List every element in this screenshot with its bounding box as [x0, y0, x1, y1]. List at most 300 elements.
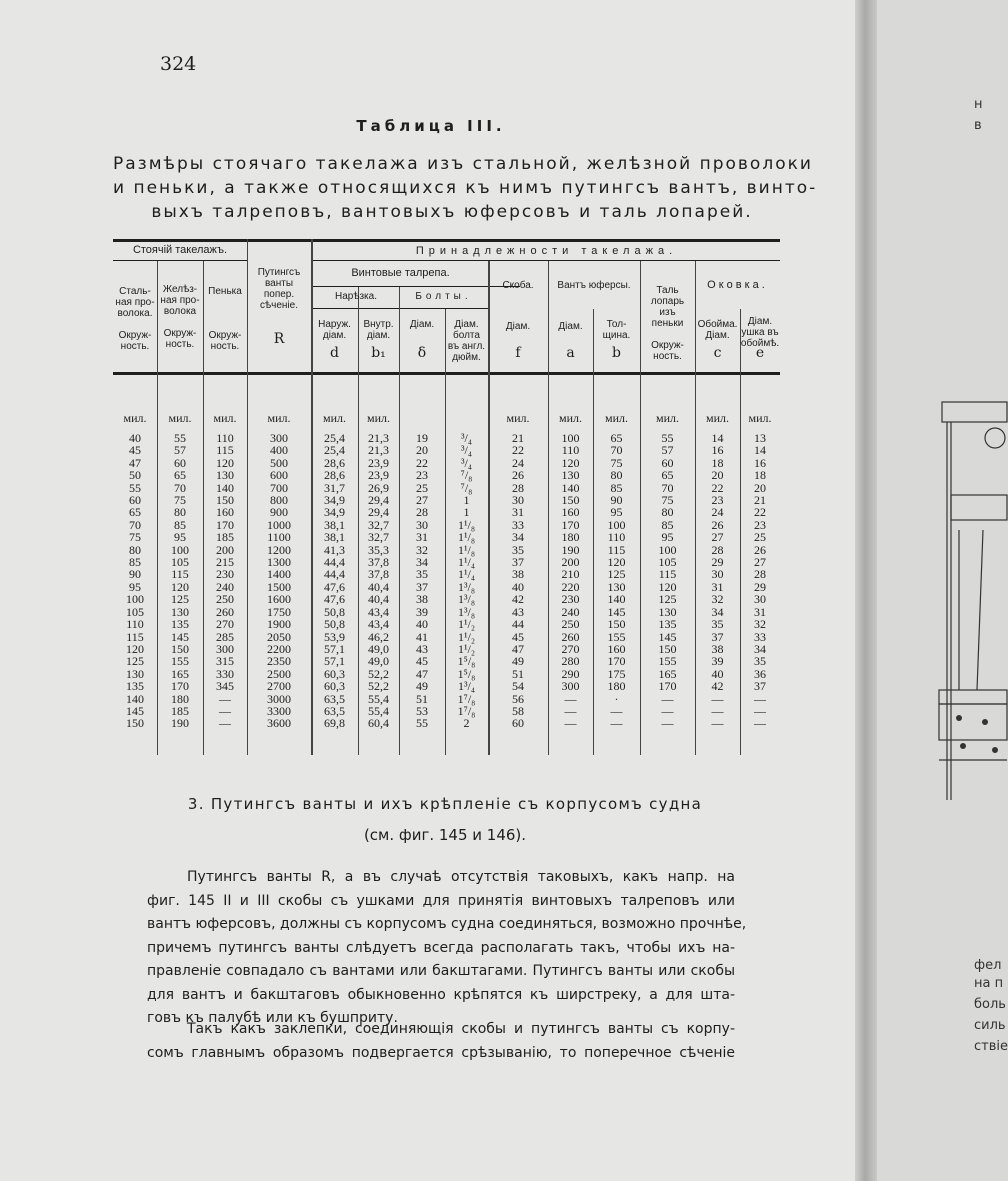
table-cell: —: [219, 691, 231, 706]
unit-label: мил.: [123, 411, 147, 425]
paragraph-line: говъ къ палубѣ или къ бушприту.: [147, 1010, 398, 1026]
table-cell: 53: [416, 703, 428, 718]
table-cell: 14: [754, 443, 766, 458]
table-cell: 32: [416, 542, 428, 557]
table-cell: 155: [607, 629, 626, 644]
table-cell: 115: [658, 567, 677, 582]
table-cell: 26: [711, 517, 724, 532]
table-cell: 1¹/₈: [457, 517, 476, 532]
table-cell: 29: [754, 579, 766, 594]
table-cell: 36: [754, 666, 766, 681]
table-cell: 31: [711, 579, 724, 594]
table-cell: 1⁷/₈: [457, 691, 476, 706]
table-cell: 22: [512, 443, 524, 458]
table-cell: 120: [126, 641, 144, 656]
table-cell: 21,3: [368, 443, 389, 458]
paragraph-line: сомъ главнымъ образомъ подвергается срѣзыванію, то поперечное сѣченіе: [147, 1044, 735, 1061]
table-cell: 140: [561, 480, 580, 495]
header-chain-plate: Путингсъ ванты попер. сѣченіе.: [257, 267, 301, 311]
table-cell: 25: [754, 530, 766, 545]
table-cell: 44,4: [324, 567, 345, 582]
table-cell: 600: [270, 468, 288, 483]
table-cell: 190: [561, 542, 580, 557]
table-cell: 140: [126, 691, 144, 706]
table-cell: 49: [416, 679, 428, 694]
table-cell: 60: [512, 716, 524, 731]
table-cell: 1⁷/₈: [457, 703, 476, 718]
table-cell: 37: [416, 579, 428, 594]
table-cell: 26,9: [368, 480, 389, 495]
section-figure-reference: (см. фиг. 145 и 146).: [363, 826, 527, 844]
table-cell: 40: [711, 666, 724, 681]
table-cell: 1¹/₂: [457, 641, 476, 656]
table-column: [113, 412, 157, 730]
table-cell: 31: [512, 505, 524, 520]
table-cell: 135: [171, 617, 189, 632]
table-cell: 60: [129, 493, 141, 508]
table-cell: 220: [561, 579, 580, 594]
table-cell: 50,8: [324, 604, 345, 619]
table-cell: 3300: [267, 703, 291, 718]
table-cell: 41,3: [324, 542, 345, 557]
table-cell: 33: [754, 629, 766, 644]
unit-label: мил.: [168, 411, 192, 425]
table-cell: 25,4: [324, 431, 345, 445]
table-cell: 155: [658, 654, 677, 669]
table-cell: 28: [512, 480, 524, 495]
table-cell: 28,6: [324, 455, 345, 470]
table-cell: 60,4: [368, 716, 389, 731]
table-cell: 1500: [267, 579, 291, 594]
table-cell: 100: [658, 542, 677, 557]
table-cell: 33: [512, 517, 524, 532]
table-cell: 28: [416, 505, 428, 520]
group-fittings: Оковка.: [707, 279, 768, 291]
header-clip-diam: Обойма. Діам.: [697, 319, 738, 341]
symbol-c: c: [713, 345, 722, 361]
table-cell: 14: [711, 431, 724, 445]
table-cell: 130: [171, 604, 189, 619]
right-page-fragment: силь: [974, 1018, 1006, 1033]
table-cell: 50: [129, 468, 141, 483]
table-cell: 170: [561, 517, 580, 532]
table-cell: 95: [174, 530, 186, 545]
unit-label: [399, 412, 445, 432]
table-cell: 1³/₈: [457, 604, 476, 619]
symbol-R: R: [273, 331, 285, 347]
table-cell: 120: [171, 579, 189, 594]
table-cell: 280: [561, 654, 580, 669]
table-cell: 30: [711, 567, 724, 582]
table-cell: 100: [607, 517, 626, 532]
table-cell: 42: [512, 592, 524, 607]
subtitle-line: Размѣры стоячаго такелажа изъ стальной, желѣзной проволоки: [113, 154, 813, 174]
table-cell: ·: [614, 691, 619, 706]
header-shackle-diam: Діам.: [505, 321, 531, 332]
table-cell: 34,9: [324, 505, 345, 520]
table-cell: 230: [216, 567, 234, 582]
table-cell: 57,1: [324, 641, 345, 656]
group-bolts: Болты.: [415, 291, 472, 302]
table-cell: 58: [512, 703, 524, 718]
table-header-bottom-rule: [113, 372, 780, 375]
table-column: [695, 412, 740, 730]
right-page-fragment: н: [974, 97, 983, 112]
table-column: [548, 412, 593, 730]
symbol-f: f: [515, 345, 521, 361]
table-cell: 260: [561, 629, 580, 644]
table-cell: 20: [711, 468, 724, 483]
table-cell: —: [610, 716, 623, 731]
unit-label: мил.: [213, 411, 237, 425]
table-cell: 130: [607, 579, 626, 594]
table-cell: 27: [416, 493, 428, 508]
table-cell: 35,3: [368, 542, 389, 557]
table-cell: 1⁵/₈: [457, 654, 476, 669]
paragraph-line: причемъ путингсъ ванты слѣдуетъ всегда располагать такъ, чтобы ихъ на-: [147, 939, 735, 956]
table-cell: 170: [658, 679, 677, 694]
table-cell: 27: [754, 555, 766, 570]
table-cell: 1100: [267, 530, 291, 545]
table-cell: 55: [416, 716, 428, 731]
table-column: [593, 412, 640, 730]
table-cell: 75: [661, 493, 674, 508]
unit-label: мил.: [604, 411, 628, 425]
table-cell: —: [661, 716, 674, 731]
table-cell: 24: [512, 455, 524, 470]
table-column: [445, 412, 488, 730]
table-cell: 115: [171, 567, 189, 582]
right-page-fragment: на п: [974, 976, 1004, 991]
table-cell: 180: [607, 679, 626, 694]
table-cell: 22: [754, 505, 766, 520]
table-cell: 35: [711, 617, 724, 632]
table-cell: 135: [126, 679, 144, 694]
table-cell: 51: [512, 666, 524, 681]
table-cell: 1¹/₈: [457, 530, 476, 545]
table-cell: 65: [661, 468, 674, 483]
table-cell: 115: [607, 542, 626, 557]
table-cell: 3600: [267, 716, 291, 731]
table-cell: 125: [126, 654, 144, 669]
table-cell: 150: [126, 716, 144, 731]
table-cell: 19: [416, 431, 428, 445]
table-cell: 25,4: [324, 443, 345, 458]
table-cell: 2: [463, 716, 470, 731]
table-cell: 250: [561, 617, 580, 632]
table-cell: 85: [129, 555, 141, 570]
table-cell: 1: [463, 505, 470, 520]
table-cell: 69,8: [324, 716, 345, 731]
table-cell: 95: [129, 579, 141, 594]
paragraph-line: Такъ какъ заклепки, соединяющія скобы и путингсъ ванты съ корпу-: [187, 1021, 735, 1037]
table-cell: 13: [754, 431, 766, 445]
table-cell: 230: [561, 592, 580, 607]
table-cell: 40,4: [368, 592, 389, 607]
table-cell: 30: [754, 592, 766, 607]
table-cell: 18: [711, 455, 724, 470]
table-cell: 1³/₄: [457, 679, 476, 694]
table-cell: 47,6: [324, 579, 345, 594]
table-cell: 57,1: [324, 654, 345, 669]
table-cell: 37,8: [368, 555, 389, 570]
header-shackle: Скоба.: [502, 280, 534, 291]
table-cell: 120: [658, 579, 677, 594]
table-cell: 23,9: [368, 455, 389, 470]
table-cell: 65: [129, 505, 141, 520]
table-cell: 20: [416, 443, 428, 458]
table-cell: 50,8: [324, 617, 345, 632]
table-cell: 170: [216, 517, 234, 532]
table-cell: 180: [561, 530, 580, 545]
table-cell: —: [661, 703, 674, 718]
table-cell: 95: [661, 530, 674, 545]
table-cell: 22: [711, 480, 724, 495]
table-cell: 240: [561, 604, 580, 619]
table-cell: 400: [270, 443, 288, 458]
table-rule: [313, 308, 490, 309]
table-cell: 175: [607, 666, 626, 681]
table-rule: [313, 260, 780, 261]
table-column: [311, 412, 358, 730]
table-cell: 270: [216, 617, 234, 632]
table-column: [640, 412, 695, 730]
table-cell: 130: [126, 666, 144, 681]
table-cell: 31: [416, 530, 428, 545]
table-column: [740, 412, 780, 730]
table-cell: 60,3: [324, 666, 345, 681]
table-cell: 39: [711, 654, 724, 669]
rigging-table: [113, 239, 780, 755]
table-cell: 130: [561, 468, 580, 483]
unit-label: мил.: [366, 411, 390, 425]
table-cell: 330: [216, 666, 234, 681]
table-cell: 260: [216, 604, 234, 619]
table-cell: 16: [754, 455, 766, 470]
table-column: [399, 412, 445, 730]
table-cell: 31: [754, 604, 766, 619]
table-cell: 185: [171, 703, 189, 718]
table-cell: 65: [610, 431, 623, 445]
table-cell: 23,9: [368, 468, 389, 483]
table-cell: 57: [174, 443, 186, 458]
table-cell: 80: [610, 468, 623, 483]
table-cell: 1900: [267, 617, 291, 632]
table-cell: 100: [126, 592, 144, 607]
table-cell: 1³/₈: [457, 592, 476, 607]
table-cell: 55,4: [368, 691, 389, 706]
table-cell: 49,0: [368, 641, 389, 656]
right-page-fragment: боль: [974, 997, 1006, 1012]
table-cell: 300: [561, 679, 580, 694]
table-rule: [113, 260, 247, 261]
table-cell: 55: [129, 480, 141, 495]
table-cell: 125: [658, 592, 677, 607]
table-cell: 75: [129, 530, 141, 545]
table-cell: 1¹/₄: [457, 555, 476, 570]
table-column: [203, 412, 247, 730]
table-cell: 3000: [267, 691, 291, 706]
table-top-rule: [113, 239, 780, 242]
table-cell: 290: [561, 666, 580, 681]
table-cell: 2350: [267, 654, 291, 669]
table-cell: 145: [658, 629, 677, 644]
table-cell: 40: [129, 431, 141, 445]
paragraph-2: [147, 1018, 735, 1065]
unit-label: мил.: [322, 411, 346, 425]
table-cell: 35: [416, 567, 428, 582]
header-tackle-fall: Таль лопарь изъ пеньки Окруж- ность.: [650, 285, 685, 362]
table-cell: 23: [416, 468, 428, 483]
subtitle-line: и пеньки, а также относящихся къ нимъ путингсъ вантъ, винто-: [113, 178, 818, 198]
table-cell: 900: [270, 505, 288, 520]
paragraph-line: для вантъ и бакштаговъ обыкновенно крѣпятся къ ширстреку, а для шта-: [147, 986, 735, 1003]
table-cell: —: [564, 716, 577, 731]
header-iron-wire: Желѣз- ная про- волока Окруж- ность.: [160, 284, 200, 350]
table-cell: 100: [561, 431, 580, 445]
table-cell: 42: [711, 679, 724, 694]
unit-label: мил.: [655, 411, 679, 425]
right-page-fragment: фел: [974, 958, 1002, 973]
table-cell: 130: [216, 468, 234, 483]
table-cell: 80: [174, 505, 186, 520]
table-cell: ³/₄: [460, 455, 473, 470]
table-cell: 170: [171, 679, 189, 694]
table-cell: 1750: [267, 604, 291, 619]
table-cell: 63,5: [324, 703, 345, 718]
table-cell: 145: [607, 604, 626, 619]
table-cell: 52,2: [368, 666, 389, 681]
table-cell: 500: [270, 455, 288, 470]
table-cell: 41: [416, 629, 428, 644]
table-cell: 135: [658, 617, 677, 632]
table-cell: 56: [512, 691, 524, 706]
table-cell: 34: [512, 530, 524, 545]
group-thread: Нарѣзка.: [335, 291, 377, 302]
table-cell: 285: [216, 629, 234, 644]
table-cell: 30: [416, 517, 428, 532]
table-cell: —: [711, 703, 724, 718]
table-cell: 52,2: [368, 679, 389, 694]
table-cell: 110: [126, 617, 144, 632]
table-cell: 2200: [267, 641, 291, 656]
table-column: [358, 412, 399, 730]
table-cell: 1¹/₈: [457, 542, 476, 557]
table-cell: —: [711, 716, 724, 731]
table-cell: 32,7: [368, 517, 389, 532]
table-cell: 115: [126, 629, 144, 644]
table-title: Таблица III.: [356, 117, 506, 135]
table-cell: 28: [754, 567, 766, 582]
table-cell: 18: [754, 468, 766, 483]
table-cell: 315: [216, 654, 234, 669]
table-cell: 105: [171, 555, 189, 570]
table-cell: 185: [216, 530, 234, 545]
group-standing: Стоячій такелажъ.: [132, 244, 228, 256]
table-cell: 140: [216, 480, 234, 495]
table-cell: 1³/₈: [457, 579, 476, 594]
table-cell: 25: [416, 480, 428, 495]
table-cell: 23: [711, 493, 724, 508]
table-cell: 38: [512, 567, 524, 582]
table-cell: —: [754, 691, 766, 706]
table-cell: 165: [171, 666, 189, 681]
paragraph-line: правленіе совпадало съ вантами или бакштагами. Путингсъ ванты или скобы: [147, 963, 735, 979]
table-cell: 80: [129, 542, 141, 557]
table-cell: 105: [658, 555, 677, 570]
paragraph-line: вантъ юферсовъ, должны съ корпусомъ судна соединяться, возможно прочнѣе,: [147, 916, 747, 932]
table-cell: 100: [171, 542, 189, 557]
table-cell: 60,3: [324, 679, 345, 694]
header-steel-wire: Сталь- ная про- волока. Окруж- ность.: [115, 286, 155, 352]
right-page-fragment: ствіе: [974, 1039, 1008, 1054]
table-cell: 23: [754, 517, 766, 532]
table-cell: 125: [171, 592, 189, 607]
table-cell: 32,7: [368, 530, 389, 545]
table-cell: 215: [216, 555, 234, 570]
table-cell: ³/₄: [460, 443, 473, 458]
table-cell: 105: [126, 604, 144, 619]
header-bolt-inch: Діам. болта въ англ. дюйм.: [447, 319, 486, 363]
table-cell: 110: [607, 530, 626, 545]
table-cell: 150: [561, 493, 580, 508]
unit-label: [445, 412, 488, 432]
section-heading: 3. Путингсъ ванты и ихъ крѣпленіе съ корпусомъ судна: [187, 795, 703, 813]
header-deadeye-thickness: Тол- щина.: [602, 319, 631, 341]
paragraph-line: Путингсъ ванты R, а въ случаѣ отсутствія таковыхъ, какъ напр. на: [187, 869, 735, 885]
table-cell: 60: [174, 455, 186, 470]
header-hemp: Пенька Окруж- ность.: [208, 286, 242, 352]
table-cell: 150: [171, 641, 189, 656]
table-cell: 1¹/₂: [457, 617, 476, 632]
table-cell: 38: [711, 641, 724, 656]
table-cell: 20: [754, 480, 766, 495]
right-page-fragment: в: [974, 118, 982, 133]
unit-label: мил.: [558, 411, 582, 425]
table-cell: 37: [711, 629, 724, 644]
table-cell: 34: [754, 641, 766, 656]
table-cell: 28: [711, 542, 724, 557]
table-cell: 38,1: [324, 530, 345, 545]
table-cell: 47,6: [324, 592, 345, 607]
table-cell: 2500: [267, 666, 291, 681]
table-cell: 270: [561, 641, 580, 656]
page-number: 324: [160, 53, 197, 75]
unit-label: мил.: [748, 411, 772, 425]
header-bolt-diam: Діам.: [409, 319, 435, 330]
table-cell: 90: [129, 567, 141, 582]
table-cell: 120: [561, 455, 580, 470]
group-turnbuckles: Винтовые талрепа.: [351, 267, 450, 279]
table-cell: 170: [607, 654, 626, 669]
table-column: [488, 412, 548, 730]
table-cell: 300: [270, 431, 288, 445]
table-cell: 44: [512, 617, 524, 632]
table-cell: 29,4: [368, 493, 389, 508]
table-cell: 145: [171, 629, 189, 644]
table-cell: 45: [129, 443, 141, 458]
table-cell: 1000: [267, 517, 291, 532]
table-cell: 1200: [267, 542, 291, 557]
table-cell: 1¹/₄: [457, 567, 476, 582]
table-cell: 160: [607, 641, 626, 656]
table-cell: 47: [512, 641, 524, 656]
unit-label: мил.: [705, 411, 729, 425]
table-cell: 130: [658, 604, 677, 619]
table-cell: 31,7: [324, 480, 345, 495]
book-gutter: [855, 0, 877, 1181]
table-cell: 70: [129, 517, 141, 532]
